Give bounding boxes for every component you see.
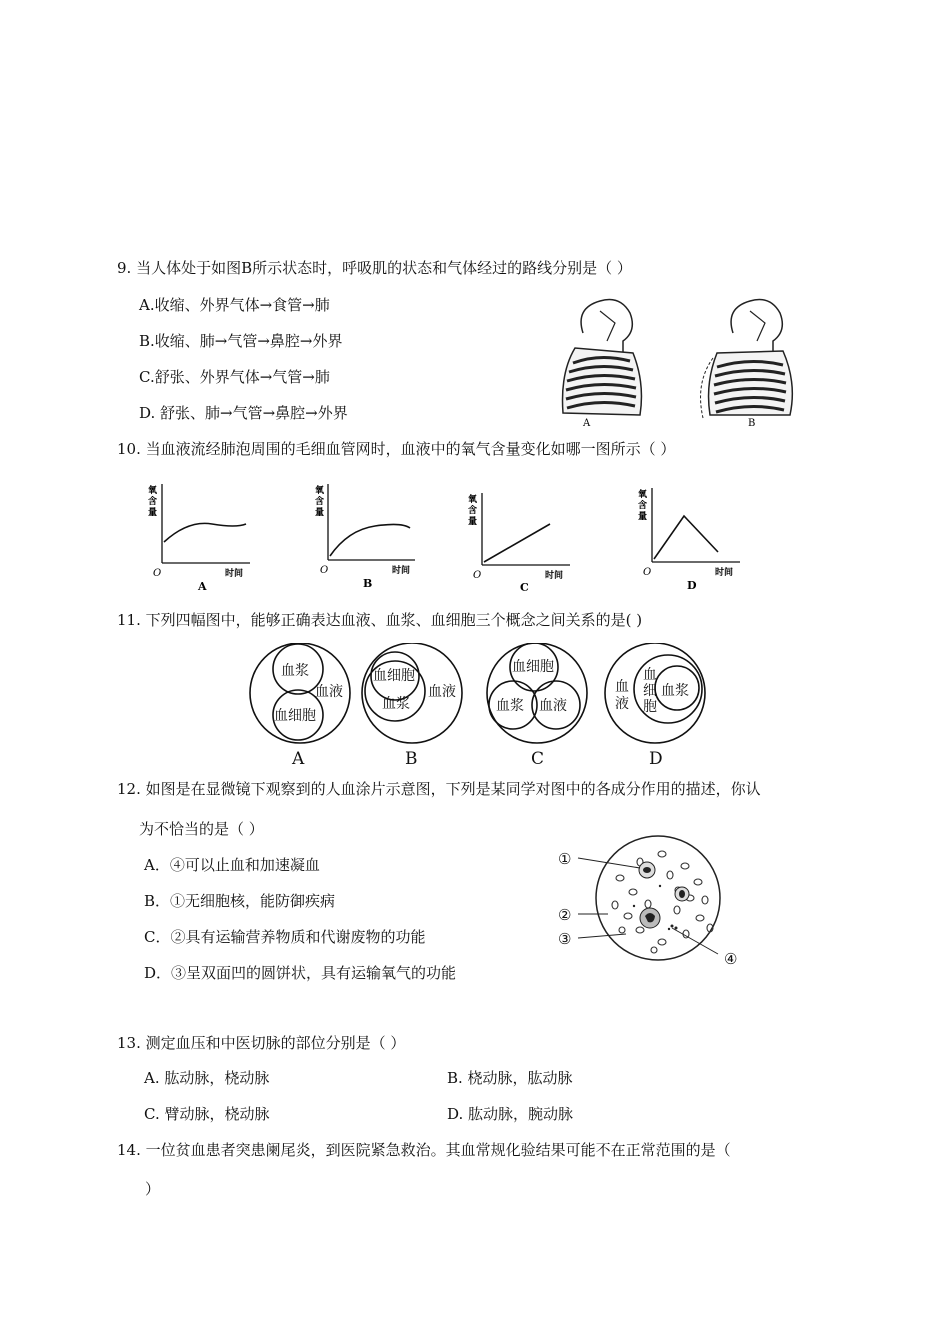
label-cell-char: 细 xyxy=(643,683,657,699)
marker-1: ① xyxy=(558,850,572,868)
curve-d xyxy=(654,516,718,559)
graph-b xyxy=(315,484,415,590)
q12-stem-line2: 为不恰当的是（ ） xyxy=(139,820,264,838)
y-label-char: 氧 xyxy=(148,486,158,496)
q13-option-b: B. 桡动脉，肱动脉 xyxy=(447,1069,573,1087)
q13-option-d: D. 肱动脉，腕动脉 xyxy=(447,1105,574,1123)
origin-label: O xyxy=(320,565,329,576)
graph-a xyxy=(148,484,250,593)
label-blood: 血液 xyxy=(428,684,456,700)
y-label-char: 氧 xyxy=(315,486,325,496)
y-label-char: 量 xyxy=(638,512,648,522)
origin-label: O xyxy=(153,568,162,579)
graph-label-c: C xyxy=(520,581,529,593)
venn-a xyxy=(250,643,350,768)
q11-stem: 11. 下列四幅图中，能够正确表达血液、血浆、血细胞三个概念之间关系的是( ) xyxy=(117,611,643,629)
label-blood-char: 血 xyxy=(615,679,629,695)
q9-option-d: D. 舒张、肺→气管→鼻腔→外界 xyxy=(139,404,348,422)
blood-smear-figure xyxy=(550,830,750,970)
y-label-char: 含 xyxy=(468,506,478,516)
label-cell-char: 血 xyxy=(643,667,657,683)
q9-option-a: A.收缩、外界气体→食管→肺 xyxy=(139,296,330,314)
marker-2: ② xyxy=(558,906,572,924)
q9-option-b: B.收缩、肺→气管→鼻腔→外界 xyxy=(139,332,343,350)
venn-c xyxy=(487,643,587,768)
y-label-char: 氧 xyxy=(468,495,478,505)
label-cell: 血细胞 xyxy=(373,668,415,684)
y-label-char: 含 xyxy=(315,497,325,507)
q12-option-a: A．④可以止血和加速凝血 xyxy=(144,856,320,874)
y-label-char: 量 xyxy=(468,517,478,527)
q13-option-a: A. 肱动脉，桡动脉 xyxy=(144,1069,270,1087)
q12-option-c: C．②具有运输营养物质和代谢废物的功能 xyxy=(144,928,426,946)
venn-label-d: D xyxy=(649,749,663,768)
figure-label-b: B xyxy=(748,418,756,428)
y-label-char: 含 xyxy=(148,497,158,507)
label-cell-char: 胞 xyxy=(643,699,657,715)
label-blood: 血液 xyxy=(539,698,567,714)
breathing-figure xyxy=(545,293,815,428)
venn-b xyxy=(362,643,462,768)
x-label: 时间 xyxy=(715,568,734,578)
label-plasma: 血浆 xyxy=(281,663,309,679)
label-cell: 血细胞 xyxy=(512,659,554,675)
venn-diagrams xyxy=(245,643,710,768)
curve-b xyxy=(330,524,410,556)
q13-option-c: C. 臂动脉，桡动脉 xyxy=(144,1105,270,1123)
venn-d xyxy=(605,643,705,768)
q9-stem: 9. 当人体处于如图B所示状态时，呼吸肌的状态和气体经过的路线分别是（ ） xyxy=(117,259,632,277)
graph-label-d: D xyxy=(687,579,697,592)
torso-a xyxy=(563,300,642,416)
q12-stem-line1: 12. 如图是在显微镜下观察到的人血涂片示意图，下列是某同学对图中的各成分作用的描述，你认 xyxy=(117,780,761,798)
figure-label-a: A xyxy=(583,418,591,428)
x-label: 时间 xyxy=(392,566,411,576)
q14-stem-line1: 14. 一位贫血患者突患阑尾炎，到医院紧急救治。其血常规化验结果可能不在正常范围的是（ xyxy=(117,1141,731,1159)
marker-3: ③ xyxy=(558,930,572,948)
torso-b xyxy=(701,300,793,419)
graph-c xyxy=(468,493,570,593)
q12-option-b: B．①无细胞核，能防御疾病 xyxy=(144,892,336,910)
venn-label-b: B xyxy=(405,749,418,768)
origin-label: O xyxy=(473,570,482,581)
q13-stem: 13. 测定血压和中医切脉的部位分别是（ ） xyxy=(117,1034,406,1052)
curve-c xyxy=(484,524,550,562)
x-label: 时间 xyxy=(545,571,564,581)
origin-label: O xyxy=(643,567,652,578)
label-blood: 血液 xyxy=(315,684,343,700)
x-label: 时间 xyxy=(225,569,244,579)
y-label-char: 量 xyxy=(148,508,158,518)
q9-option-c: C.舒张、外界气体→气管→肺 xyxy=(139,368,330,386)
y-label-char: 氧 xyxy=(638,490,648,500)
graph-label-b: B xyxy=(363,577,373,590)
q12-option-d: D．③呈双面凹的圆饼状，具有运输氧气的功能 xyxy=(144,964,457,982)
marker-4: ④ xyxy=(724,950,738,968)
label-plasma: 血浆 xyxy=(382,696,410,712)
y-label-char: 量 xyxy=(315,508,325,518)
q10-stem: 10. 当血液流经肺泡周围的毛细血管网时，血液中的氧气含量变化如哪一图所示（ ） xyxy=(117,440,676,458)
label-plasma: 血浆 xyxy=(496,698,524,714)
venn-label-a: A xyxy=(292,749,305,768)
graph-d xyxy=(638,488,740,592)
label-cell: 血细胞 xyxy=(274,708,316,724)
oxygen-graphs xyxy=(140,478,760,593)
graph-label-a: A xyxy=(198,580,207,593)
venn-label-c: C xyxy=(531,749,545,768)
curve-a xyxy=(164,523,246,542)
y-label-char: 含 xyxy=(638,501,648,511)
label-blood-char: 液 xyxy=(615,696,629,712)
q14-stem-line2: ） xyxy=(145,1180,161,1198)
label-plasma: 血浆 xyxy=(661,683,689,699)
